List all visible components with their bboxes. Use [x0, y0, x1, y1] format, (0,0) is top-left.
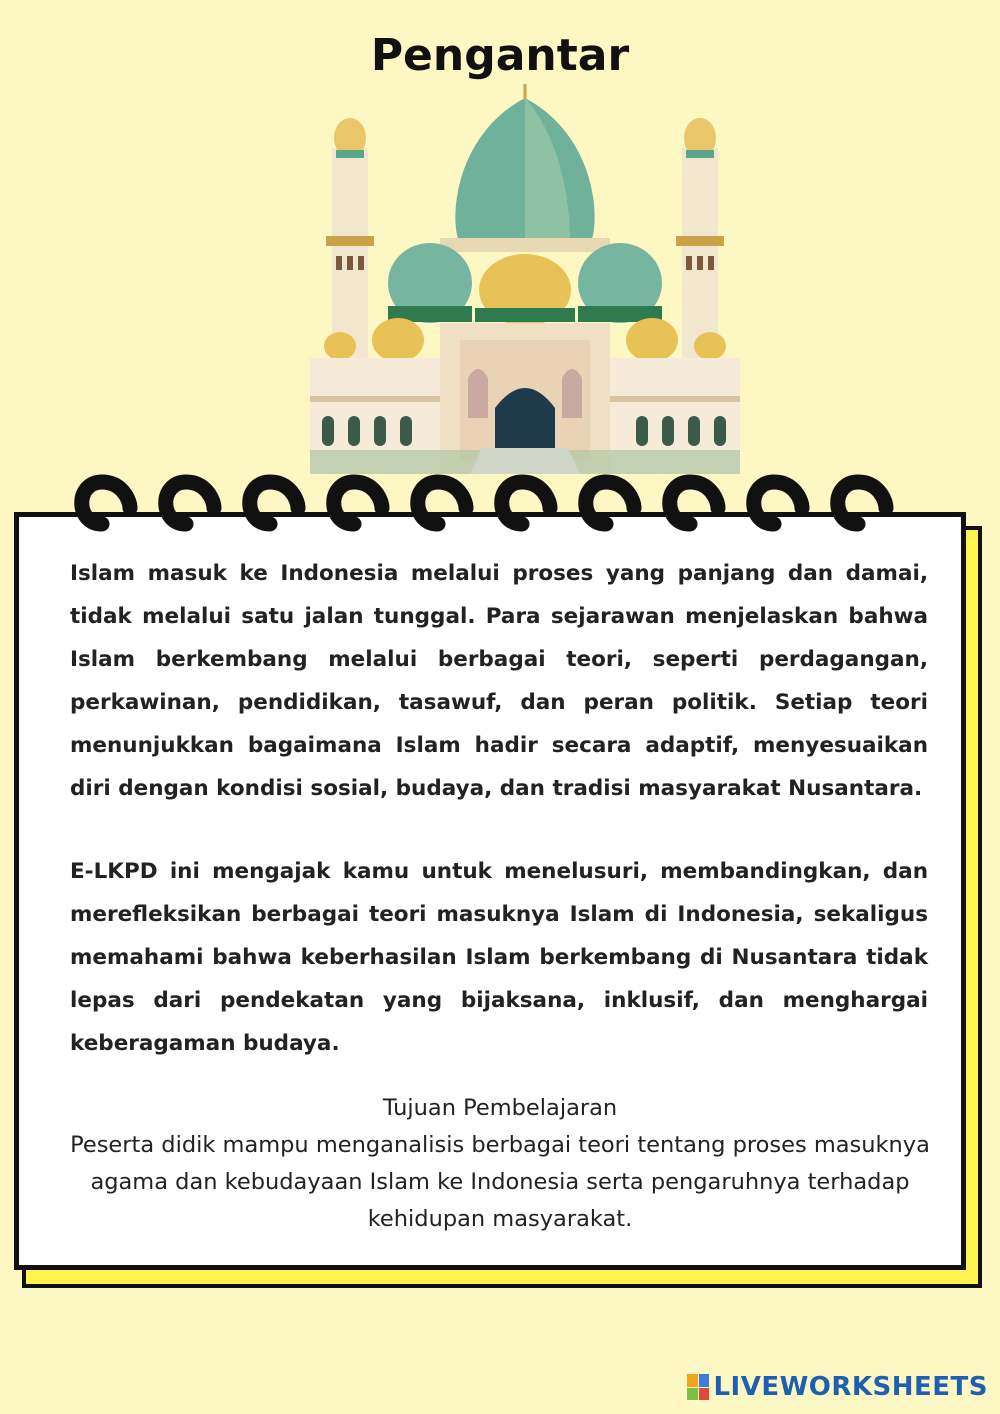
intro-paragraph-2: E-LKPD ini mengajak kamu untuk menelusuri, membandingkan, dan merefleksikan berbagai teori masuknya Islam di Indonesia, sekaligus memahami bahwa keberhasilan Islam berkembang di Nusantara tidak lepas dari pendekatan yang bijaksana, inklusif, dan menghargai keberagaman budaya.: [70, 859, 928, 1056]
page-title: Pengantar: [370, 30, 630, 81]
intro-paragraph-1: Islam masuk ke Indonesia melalui proses yang panjang dan damai, tidak melalui satu jalan tunggal. Para sejarawan menjelaskan bahwa Islam berkembang melalui berbagai teori, seperti perdagangan, perkawinan, pendidikan, tasawuf, dan peran politik. Setiap teori menunjukkan bagaimana Islam hadir secara adaptif, menyesuaikan diri dengan kondisi sosial, budaya, dan tradisi masyarakat Nusantara.: [70, 561, 928, 801]
liveworksheets-branding[interactable]: [687, 1372, 988, 1402]
objective-text: Peserta didik mampu menganalisis berbagai teori tentang proses masuknya agama dan kebudayaan Islam ke Indonesia serta pengaruhnya terhadap kehidupan masyarakat.: [70, 1132, 930, 1232]
liveworksheets-logo-icon: [687, 1374, 709, 1400]
brand-name: LIVEWORKSHEETS: [713, 1372, 988, 1402]
objective-heading: Tujuan Pembelajaran: [382, 1095, 618, 1121]
learning-objective: [40, 1090, 960, 1238]
notebook-rings-decoration: [70, 472, 900, 542]
mosque-illustration: [300, 78, 750, 478]
